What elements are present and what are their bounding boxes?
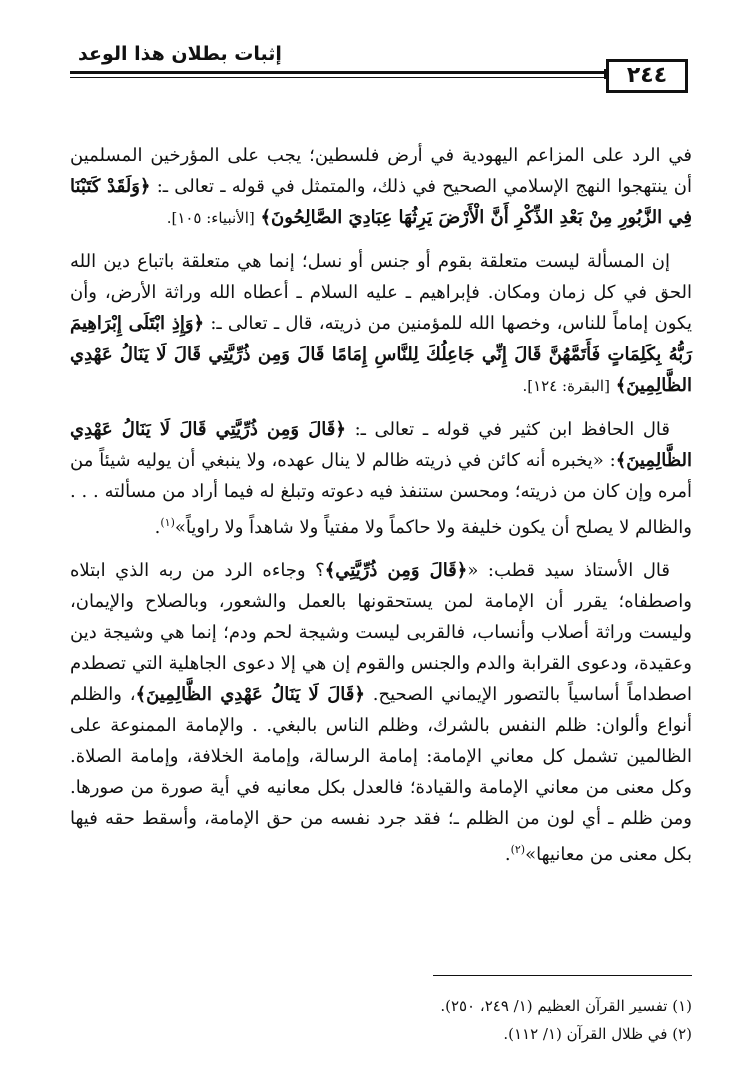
footnotes bbox=[70, 992, 692, 1048]
running-title: إثبات بطلان هذا الوعد bbox=[78, 43, 282, 65]
paragraph-2 bbox=[70, 246, 692, 402]
paragraph-4-intro: قال الأستاذ سيد قطب: « bbox=[467, 560, 670, 581]
quran-verse-1: ﴿وَلَقَدْ كَتَبْنَا فِي الزَّبُورِ مِنْ بَعْدِ الذِّكْرِ أَنَّ الْأَرْضَ يَرِثُهَا عِبَادِيَ الصَّالِحُونَ﴾ bbox=[70, 176, 692, 228]
paragraph-4-continuation: ، والظلم أنواع وألوان: ظلم النفس بالشرك، وظلم الناس بالبغي. . والإمامة الممنوعة على الظالمين تشمل كل معاني الإمامة: إمامة الرسالة، وإمامة الخلافة، وإمامة الصلاة. وكل معنى من معاني الإمامة والقيادة؛ فالعدل بكل معانيه في أية صورة من صورها. ومن ظلم ـ أي لون من الظلم ـ؛ فقد جرد نفسه من حق الإمامة، وأسقط حقه فيها بكل معنى من معانيها» bbox=[70, 684, 692, 865]
header-rule-thick bbox=[70, 71, 604, 74]
paragraph-1-text: في الرد على المزاعم اليهودية في أرض فلسطين؛ يجب على المؤرخين المسلمين أن ينتهجوا النهج الإسلامي الصحيح في ذلك، والمتمثل في قوله ـ تعالى ـ: bbox=[70, 145, 692, 197]
body-text bbox=[70, 140, 692, 882]
paragraph-4-text: ؟ وجاءه الرد من ربه الذي ابتلاه واصطفاه؛ يقرر أن الإمامة لمن يستحقونها بالعمل والشعور، وبالصلاح والإيمان، وليست وراثة أصلاب وأنساب، فالقربى ليست وشيجة لحم ودم؛ إنما هي وشيجة دين وعقيدة، ودعوى القرابة والدم والجنس والقوم إن هي إلا دعوى الجاهلية التي تصطدم اصطداماً أساسياً بالتصور الإيماني الصحيح. bbox=[70, 560, 692, 705]
paragraph-3 bbox=[70, 414, 692, 543]
paragraph-1 bbox=[70, 140, 692, 234]
paragraph-4-end: . bbox=[504, 844, 511, 865]
paragraph-3-text: قال الحافظ ابن كثير في قوله ـ تعالى ـ: bbox=[354, 419, 670, 440]
page-number: ٢٤٤ bbox=[606, 59, 688, 93]
paragraph-4 bbox=[70, 555, 692, 870]
header-rule-thin bbox=[70, 77, 604, 78]
quran-verse-5: ﴿قَالَ لَا يَنَالُ عَهْدِي الظَّالِمِينَ﴾ bbox=[135, 684, 365, 705]
paragraph-2-text: إن المسألة ليست متعلقة بقوم أو جنس أو نسل؛ إنما هي متعلقة باتباع دين الله الحق في كل زمان ومكان. فإبراهيم ـ عليه السلام ـ أعطاه الله وراثة الأرض، وأن يكون إماماً للناس، وخصها الله للمؤمنين من ذريته، قال ـ تعالى ـ: bbox=[70, 251, 692, 334]
footnote-2: (٢) في ظلال القرآن (١/ ١١٢). bbox=[503, 1025, 692, 1043]
verse-reference-1: [الأنبياء: ١٠٥]. bbox=[166, 209, 255, 227]
page-header bbox=[70, 35, 692, 95]
footnote-separator bbox=[433, 975, 692, 976]
quran-verse-3: ﴿قَالَ وَمِن ذُرِّيَّتِي قَالَ لَا يَنَالُ عَهْدِي الظَّالِمِينَ﴾ bbox=[70, 419, 692, 471]
ibn-kathir-quote: : «يخبره أنه كائن في ذريته ظالم لا ينال عهده، ولا ينبغي أن يوليه شيئاً من أمره وإن كان من ذريته؛ ومحسن ستنفذ فيه دعوته وتبلغ له فيما أراد من مسألته . . . والظالم لا يصلح أن يكون خليفة ولا حاكماً ولا مفتياً ولا شاهداً ولا راوياً» bbox=[70, 450, 692, 538]
quran-verse-4: ﴿قَالَ وَمِن ذُرِّيَّتِي﴾ bbox=[324, 560, 468, 581]
footnote-mark-2: (٢) bbox=[510, 843, 526, 856]
footnote-1: (١) تفسير القرآن العظيم (١/ ٢٤٩، ٢٥٠). bbox=[440, 997, 692, 1015]
quran-verse-2: ﴿وَإِذِ ابْتَلَى إِبْرَاهِيمَ رَبُّهُ بِكَلِمَاتٍ فَأَتَمَّهُنَّ قَالَ إِنِّي جَاعِلُكَ لِلنَّاسِ إِمَامًا قَالَ وَمِن ذُرِّيَّتِي قَالَ لَا يَنَالُ عَهْدِي الظَّالِمِينَ﴾ bbox=[70, 313, 692, 396]
footnote-mark-1: (١) bbox=[160, 516, 175, 529]
paragraph-3-end: . bbox=[154, 517, 161, 538]
verse-reference-2: [البقرة: ١٢٤]. bbox=[522, 377, 610, 395]
